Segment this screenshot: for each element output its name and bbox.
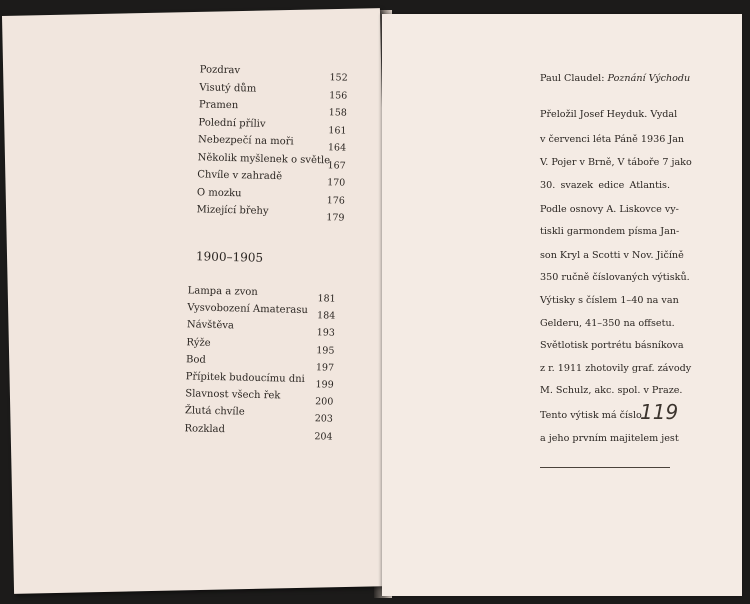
colophon-line: 350 ručně číslovaných výtisků. [540,272,690,283]
toc-entry-title: Pozdrav [199,64,241,77]
toc-entry-page: 203 [314,413,334,425]
colophon-line: tiskli garmondem písma Jan- [540,226,680,237]
colophon-line: z r. 1911 zhotovily graf. závody [540,363,692,374]
toc-entry-title: Visutý dům [199,81,257,95]
toc-entry-title: Mizející břehy [196,204,269,217]
toc-entry-page: 199 [315,379,334,391]
toc-entry-page: 170 [327,177,346,189]
toc-entry-title: Vysvobození Amaterasu [187,302,308,317]
toc-entry-title: Několik myšlenek o světle [197,151,331,166]
copy-number-line: Tento výtisk má číslo [540,410,642,421]
colophon-line: son Kryl a Scotti v Nov. Jičíně [540,250,684,261]
owner-line: a jeho prvním majitelem jest [540,433,679,444]
toc-entry-title: Lampa a zvon [187,285,258,298]
toc-entry-page: 200 [315,396,334,408]
toc-entry-title: Pramen [198,99,239,112]
owner-signature-rule [540,467,670,468]
toc-entry-page: 158 [328,107,348,119]
colophon-line: Podle osnovy A. Liskovce vy- [540,204,679,215]
colophon-header [540,73,691,84]
colophon-line: Světlotisk portrétu básníkova [540,340,684,351]
table-of-contents-part-1 [196,64,350,225]
toc-entry-title: Bod [185,354,206,366]
toc-entry-page: 195 [316,344,335,357]
toc-entry-page: 181 [317,293,336,305]
toc-entry-title: Slavnost všech řek [185,388,281,402]
toc-entry-page: 204 [314,430,333,443]
toc-entry-page: 176 [326,194,346,207]
toc-entry-title: Nebezpečí na moři [197,134,294,148]
toc-entry-page: 179 [326,212,345,224]
colophon-author: Paul Claudel: [540,73,605,84]
toc-entry-page: 152 [329,72,348,84]
toc-entry-title: Polední příliv [198,116,266,130]
handwritten-copy-number: 119 [640,400,679,424]
toc-entry [184,423,334,444]
toc-entry-title: Žlutá chvíle [184,405,245,418]
colophon-line: 30. svazek edice Atlantis. [540,180,670,191]
colophon-work-title: Poznání Východu [607,73,691,84]
toc-entry-page: 156 [329,89,348,102]
toc-entry [196,204,346,225]
colophon-line: V. Pojer v Brně, V táboře 7 jako [540,157,692,168]
toc-entry-title: Přípitek budoucímu dni [185,371,305,385]
toc-entry-title: Chvíle v zahradě [197,169,283,183]
toc-entry-title: Rozklad [184,422,226,435]
colophon-line: Gelderu, 41–350 na offsetu. [540,318,675,329]
colophon-line: M. Schulz, akc. spol. v Praze. [540,385,683,396]
colophon-line: v červenci léta Páně 1936 Jan [540,134,685,145]
toc-entry-page: 161 [328,124,347,137]
toc-entry-title: O mozku [196,186,242,199]
toc-entry-title: Rýže [186,336,211,349]
colophon-line: Výtisky s číslem 1–40 na van [540,295,679,306]
toc-entry-page: 184 [316,310,336,322]
toc-entry-page: 197 [315,361,335,374]
toc-entry-page: 167 [327,159,346,172]
section-heading: 1900–1905 [195,249,264,265]
table-of-contents-part-2 [184,285,337,443]
colophon-line: Přeložil Josef Heyduk. Vydal [540,109,678,120]
toc-entry-title: Návštěva [186,319,235,332]
toc-entry-page: 164 [327,142,347,154]
toc-entry-page: 193 [316,327,335,340]
